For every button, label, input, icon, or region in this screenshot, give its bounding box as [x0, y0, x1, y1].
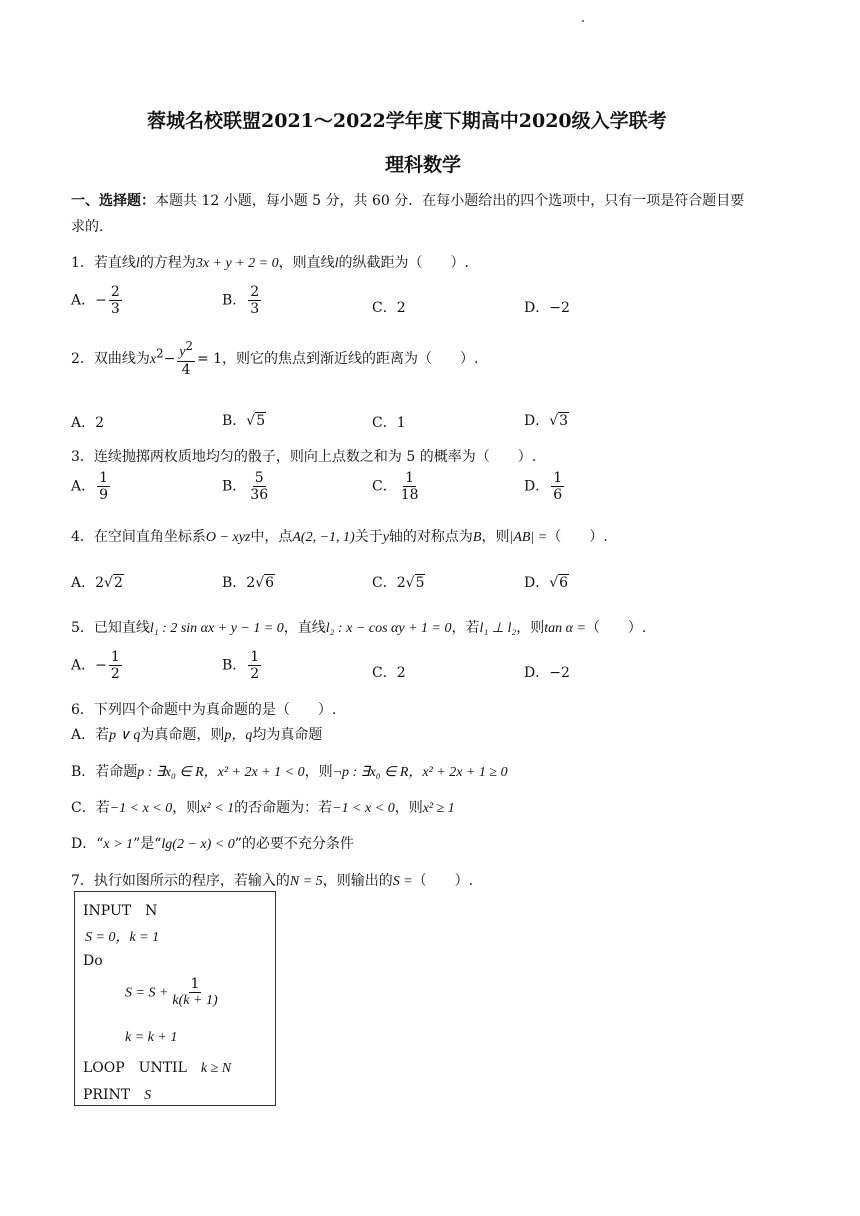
q4-b-sqrt: √6	[255, 575, 275, 591]
q5-b-num: 1	[250, 649, 260, 665]
q5-a-fraction	[109, 649, 122, 682]
code-sum-den: k(k + 1)	[172, 993, 218, 1009]
q5-a-den: 2	[110, 666, 120, 683]
q6-c-math2: x² < 1	[200, 801, 235, 816]
q3-a-fraction	[97, 470, 110, 503]
q5-option-a	[71, 649, 124, 682]
question-1-stem	[71, 252, 469, 272]
q5-l2: l₂ : x − cos αy + 1 = 0	[325, 621, 452, 636]
q6-d-text-b: ”是“	[133, 836, 162, 852]
q4-d-label: D．	[524, 575, 550, 591]
q2-fraction	[177, 340, 195, 378]
q1-text-f: 的纵截距为（ ）.	[338, 255, 469, 271]
q1-option-d: D．−2	[524, 300, 570, 316]
q5-b-den: 2	[250, 666, 260, 683]
q3-option-a	[71, 470, 112, 503]
q3-b-num: 5	[254, 470, 264, 486]
q3-c-num: 1	[405, 470, 415, 486]
q6-d-text-a: D．“	[71, 836, 104, 852]
q1-b-fraction	[248, 284, 261, 317]
q6-c-math4: x² ≥ 1	[422, 801, 455, 816]
q4-b: B	[472, 530, 482, 545]
scan-dot	[582, 20, 584, 22]
q4-d-rad: 6	[559, 575, 569, 591]
q1-text-a: 1．若直线	[71, 255, 136, 271]
q5-text-d: ，则	[516, 620, 545, 636]
q7-text-b: ，则输出的	[322, 873, 393, 889]
q6-a-text-b: 为真命题，则	[140, 727, 225, 743]
q5-perp: l₁ ⊥ l₂	[479, 621, 517, 636]
q3-option-c	[372, 470, 423, 503]
q2-option-a: A．2	[71, 415, 105, 431]
code-sum-fraction	[170, 976, 219, 1009]
q6-c-text-a: C．若	[71, 800, 110, 816]
q1-option-b	[222, 284, 263, 317]
q4-text-d: 轴的对称点为	[388, 529, 473, 545]
q3-a-den: 9	[99, 487, 109, 504]
q3-d-fraction	[551, 470, 564, 503]
q4-text-e: ，则	[481, 529, 510, 545]
q6-a-math2: p，q	[224, 728, 253, 743]
q3-c-den: 18	[400, 487, 419, 504]
q4-text-a: 4．在空间直角坐标系	[71, 529, 206, 545]
q4-y: y	[382, 530, 389, 545]
q1-b-den: 3	[250, 301, 260, 318]
code-print-keyword: PRINT	[83, 1087, 131, 1103]
q4-option-c	[372, 572, 425, 592]
q2-eq: = 1	[196, 350, 223, 367]
q3-d-num: 1	[553, 470, 563, 486]
q1-a-num: 2	[110, 284, 120, 300]
q6-b-math2: ¬p : ∃x₀ ∈ R，x² + 2x + 1 ≥ 0	[332, 765, 508, 780]
q5-tan: tan α =	[544, 621, 586, 636]
q2-d-rad: 3	[559, 413, 569, 429]
q6-option-b	[71, 761, 508, 781]
question-6-stem: 6．下列四个命题中为真命题的是（ ）.	[71, 702, 337, 718]
q6-c-text-d: ，则	[394, 800, 423, 816]
q1-a-sign: −	[95, 292, 107, 309]
q6-a-text-a: A．若	[71, 727, 110, 743]
section-heading-line	[71, 190, 744, 210]
q6-option-c	[71, 797, 455, 817]
q6-c-text-c: 的否命题为：若	[234, 800, 333, 816]
q6-b-text-a: B．若命题	[71, 764, 138, 780]
q7-text-c: （ ）.	[412, 873, 474, 889]
q4-a-coef: 2	[95, 575, 105, 591]
q1-a-label: A．	[71, 292, 96, 309]
q2-option-d	[524, 410, 569, 430]
q4-b-label: B．	[222, 575, 247, 591]
q6-a-text-c: 均为真命题	[252, 727, 323, 743]
code-sum-num: 1	[190, 976, 200, 992]
section-desc-2: 求的．	[71, 219, 113, 235]
q5-text-e: （ ）.	[585, 620, 647, 636]
question-5-stem	[71, 617, 646, 637]
q2-b-label: B．	[222, 413, 247, 429]
q2-d-label: D．	[524, 413, 550, 429]
q4-c-label: C．	[372, 575, 397, 591]
q2-x: x	[149, 351, 157, 367]
q4-point: A(2, −1, 1)	[292, 530, 355, 545]
q5-text-b: ，直线	[283, 620, 326, 636]
q1-l: l	[135, 256, 140, 271]
q3-b-fraction	[248, 470, 270, 503]
code-loop-cond: k ≥ N	[200, 1061, 232, 1076]
q4-option-a	[71, 572, 124, 592]
q4-c-sqrt: √5	[405, 575, 425, 591]
q5-b-fraction	[248, 649, 261, 682]
q2-text-a: 2．双曲线为	[71, 350, 150, 367]
q2-y: y	[179, 344, 186, 360]
q4-b-coef: 2	[246, 575, 256, 591]
section-desc: 本题共 12 小题，每小题 5 分，共 60 分．在每小题给出的四个选项中，只有一项是符合题目要	[155, 193, 745, 209]
q7-text-a: 7．执行如图所示的程序，若输入的	[71, 873, 290, 889]
q5-option-d: D．−2	[524, 665, 570, 681]
q2-y-sup: 2	[185, 339, 193, 353]
code-line-sum	[125, 976, 222, 1009]
q2-frac-num	[177, 340, 195, 362]
code-loop-keyword: LOOP UNTIL	[83, 1060, 187, 1076]
code-line-do: Do	[83, 953, 103, 969]
q7-n: N = 5	[289, 874, 323, 889]
q4-d-sqrt: √6	[549, 575, 569, 591]
program-code-box	[74, 891, 276, 1106]
q5-l1: l₁ : 2 sin αx + y − 1 = 0	[149, 621, 284, 636]
q4-a-label: A．	[71, 575, 96, 591]
q3-d-label: D．	[524, 478, 550, 495]
q6-d-text-c: ”的必要不充分条件	[234, 836, 354, 852]
q2-b-sqrt: √5	[246, 413, 266, 429]
q4-text-c: 关于	[354, 529, 383, 545]
q3-option-d	[524, 470, 566, 503]
q3-a-num: 1	[99, 470, 109, 486]
q6-d-math1: x > 1	[103, 837, 134, 852]
q5-a-label: A．	[71, 657, 96, 674]
code-line-init: S = 0，k = 1	[85, 930, 160, 945]
q6-b-math1: p : ∃x₀ ∈ R，x² + 2x + 1 < 0	[137, 765, 305, 780]
q1-a-den: 3	[110, 301, 120, 318]
question-3-stem: 3．连续抛掷两枚质地均匀的骰子，则向上点数之和为 5 的概率为（ ）.	[71, 449, 537, 465]
q5-b-label: B．	[222, 657, 247, 674]
code-print-var: S	[144, 1088, 152, 1103]
question-4-stem	[71, 526, 608, 546]
q4-option-b	[222, 572, 275, 592]
section-heading: 一、选择题：	[71, 193, 155, 209]
q3-option-b	[222, 470, 272, 503]
code-line-loop	[83, 1057, 231, 1077]
code-line-input: INPUT N	[83, 903, 158, 919]
q6-option-d	[71, 833, 354, 853]
q1-text-c: 的方程为	[139, 255, 196, 271]
q2-frac-den: 4	[181, 361, 191, 378]
q2-option-c: C．1	[372, 415, 406, 431]
question-2-stem	[71, 340, 478, 378]
q5-a-num: 1	[110, 649, 120, 665]
q3-c-fraction	[399, 470, 421, 503]
q1-b-num: 2	[250, 284, 260, 300]
q2-d-sqrt: √3	[549, 413, 569, 429]
q5-text-c: ，若	[451, 620, 480, 636]
q2-b-rad: 5	[256, 413, 266, 429]
q4-b-rad: 6	[265, 575, 275, 591]
q5-option-b	[222, 649, 263, 682]
q2-text-b: ，则它的焦点到渐近线的距离为（ ）.	[222, 350, 479, 367]
q3-d-den: 6	[553, 487, 563, 504]
code-line-increment: k = k + 1	[125, 1030, 178, 1045]
question-7-stem	[71, 870, 473, 890]
q4-c-rad: 5	[415, 575, 425, 591]
q4-a-sqrt: √2	[104, 575, 123, 591]
q6-c-text-b: ，则	[172, 800, 201, 816]
q1-option-a	[71, 284, 124, 317]
q3-b-label: B．	[222, 478, 247, 495]
q4-text-b: 中，点	[250, 529, 293, 545]
q2-option-b	[222, 410, 266, 430]
q3-a-label: A．	[71, 478, 96, 495]
q4-text-f: （ ）.	[547, 529, 608, 545]
q5-a-sign: −	[95, 657, 107, 674]
q4-a-rad: 2	[113, 575, 123, 591]
q1-a-fraction	[109, 284, 122, 317]
q6-d-math2: lg(2 − x) < 0	[161, 837, 235, 852]
q4-option-d	[524, 572, 569, 592]
q5-option-c: C．2	[372, 665, 406, 681]
q4-system: O − xyz	[205, 530, 251, 545]
q3-c-label: C．	[372, 478, 397, 495]
q2-sup: 2	[156, 346, 164, 361]
q6-option-a	[71, 724, 322, 744]
q1-option-c: C．2	[372, 300, 406, 316]
q6-a-math: p ∨ q	[109, 728, 141, 743]
q4-abs: |AB| =	[509, 530, 548, 545]
q1-equation: 3x + y + 2 = 0	[195, 256, 279, 271]
q7-s: S =	[392, 874, 413, 889]
q6-b-text-b: ，则	[304, 764, 333, 780]
code-line-print	[83, 1084, 151, 1104]
q6-c-math3: −1 < x < 0	[332, 801, 395, 816]
page-subtitle: 理科数学	[385, 154, 462, 176]
q1-text-d: ，则直线	[278, 255, 335, 271]
page-title: 蓉城名校联盟2021～2022学年度下期高中2020级入学联考	[147, 110, 667, 132]
q1-l2: l	[334, 256, 339, 271]
q1-b-label: B．	[222, 292, 247, 309]
code-sum-lhs: S = S +	[125, 985, 169, 1001]
q6-c-math1: −1 < x < 0	[109, 801, 173, 816]
q2-minus: −	[163, 350, 176, 367]
q4-c-coef: 2	[396, 575, 406, 591]
q5-text-a: 5．已知直线	[71, 620, 150, 636]
q3-b-den: 36	[250, 487, 269, 504]
